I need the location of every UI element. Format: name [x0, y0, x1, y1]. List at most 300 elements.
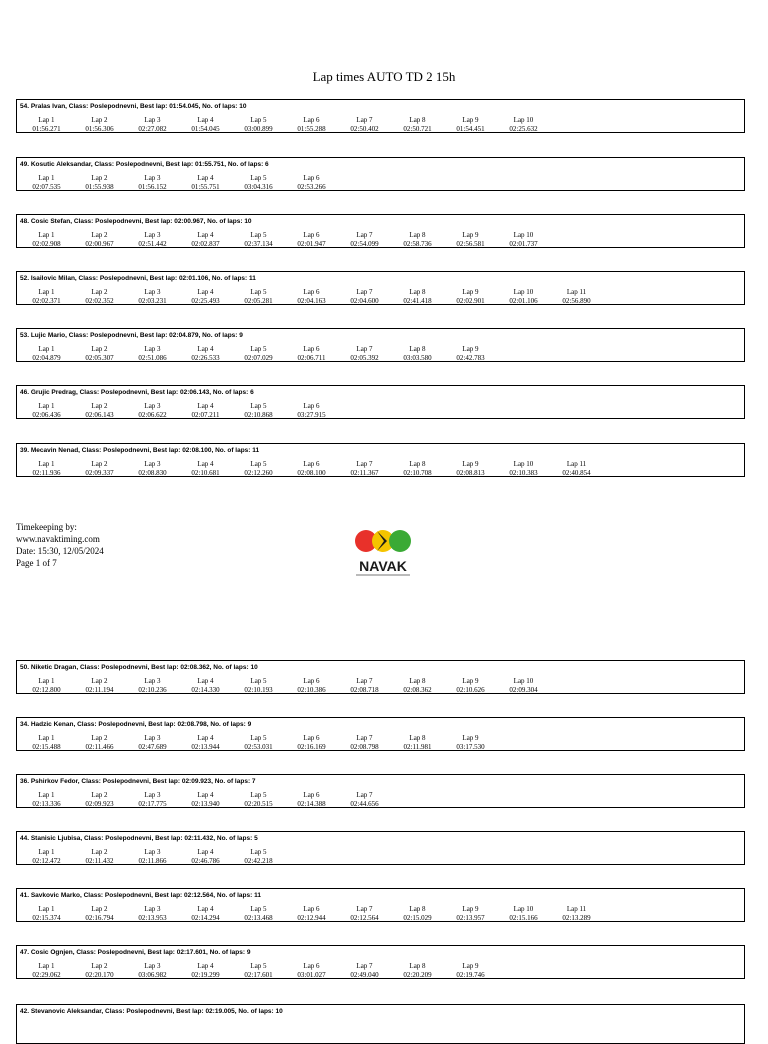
lap-cell — [179, 288, 232, 306]
lap-time: 02:50.721 — [403, 125, 432, 133]
lap-time: 02:15.029 — [403, 914, 432, 922]
lap-label: Lap 2 — [91, 905, 108, 913]
lap-time: 02:03.231 — [138, 297, 167, 305]
lap-label: Lap 4 — [197, 402, 214, 410]
lap-cell — [285, 402, 338, 420]
lap-cell — [232, 116, 285, 134]
lap-time: 02:20.515 — [244, 800, 273, 808]
lap-cell — [179, 677, 232, 695]
driver-box — [16, 831, 745, 865]
lap-time: 02:12.260 — [244, 469, 273, 477]
lap-cell — [179, 174, 232, 192]
page-number: Page 1 of 7 — [16, 558, 57, 568]
lap-label: Lap 7 — [356, 677, 373, 685]
lap-cell — [232, 345, 285, 363]
lap-label: Lap 1 — [38, 905, 55, 913]
lap-time: 02:11.981 — [403, 743, 432, 751]
lap-cell — [20, 116, 73, 134]
lap-time: 01:55.751 — [191, 183, 220, 191]
lap-time: 02:51.086 — [138, 354, 167, 362]
lap-label: Lap 4 — [197, 905, 214, 913]
lap-label: Lap 6 — [303, 734, 320, 742]
driver-header: 41. Savkovic Marko, Class: Poslepodnevni, Best lap: 02:12.564, No. of laps: 11 — [20, 892, 261, 899]
lap-label: Lap 10 — [513, 460, 534, 468]
lap-time: 02:06.622 — [138, 411, 167, 419]
lap-time: 02:42.783 — [456, 354, 485, 362]
lap-label: Lap 4 — [197, 677, 214, 685]
lap-label: Lap 1 — [38, 734, 55, 742]
lap-label: Lap 1 — [38, 460, 55, 468]
lap-label: Lap 5 — [250, 848, 267, 856]
lap-label: Lap 9 — [462, 345, 479, 353]
lap-time: 02:10.868 — [244, 411, 273, 419]
lap-cell — [338, 962, 391, 980]
lap-time: 02:08.718 — [350, 686, 379, 694]
lap-label: Lap 2 — [91, 116, 108, 124]
lap-time: 02:07.029 — [244, 354, 273, 362]
lap-label: Lap 7 — [356, 962, 373, 970]
lap-label: Lap 1 — [38, 962, 55, 970]
lap-time: 02:41.418 — [403, 297, 432, 305]
lap-cell — [126, 174, 179, 192]
lap-cell — [126, 231, 179, 249]
lap-cell — [232, 848, 285, 866]
lap-time: 02:26.533 — [191, 354, 220, 362]
lap-label: Lap 7 — [356, 734, 373, 742]
lap-cell — [20, 345, 73, 363]
lap-cell — [20, 734, 73, 752]
lap-time: 02:40.854 — [562, 469, 591, 477]
lap-cell — [20, 288, 73, 306]
lap-label: Lap 1 — [38, 677, 55, 685]
lap-label: Lap 3 — [144, 677, 161, 685]
lap-time: 02:02.837 — [191, 240, 220, 248]
lap-label: Lap 3 — [144, 791, 161, 799]
driver-header: 54. Pralas Ivan, Class: Poslepodnevni, Best lap: 01:54.045, No. of laps: 10 — [20, 103, 247, 110]
lap-cell — [391, 288, 444, 306]
navak-logo — [350, 527, 416, 579]
lap-cell — [73, 231, 126, 249]
driver-header: 36. Pshirkov Fedor, Class: Poslepodnevni, Best lap: 02:09.923, No. of laps: 7 — [20, 778, 256, 785]
lap-cell — [497, 460, 550, 478]
lap-time: 03:06.982 — [138, 971, 167, 979]
lap-label: Lap 7 — [356, 288, 373, 296]
lap-label: Lap 9 — [462, 460, 479, 468]
lap-label: Lap 5 — [250, 345, 267, 353]
lap-label: Lap 6 — [303, 677, 320, 685]
lap-time: 02:25.632 — [509, 125, 538, 133]
lap-label: Lap 11 — [566, 905, 587, 913]
driver-box-partial — [16, 1004, 745, 1044]
lap-label: Lap 9 — [462, 231, 479, 239]
lap-label: Lap 3 — [144, 734, 161, 742]
lap-cell — [232, 402, 285, 420]
lap-time: 02:11.194 — [85, 686, 114, 694]
lap-time: 02:07.535 — [32, 183, 61, 191]
lap-label: Lap 10 — [513, 677, 534, 685]
lap-cell — [338, 345, 391, 363]
lap-label: Lap 4 — [197, 174, 214, 182]
lap-cell — [285, 231, 338, 249]
lap-cell — [73, 962, 126, 980]
lap-time: 02:44.656 — [350, 800, 379, 808]
driver-box — [16, 660, 745, 694]
lap-label: Lap 3 — [144, 345, 161, 353]
driver-header: 46. Grujic Predrag, Class: Poslepodnevni, Best lap: 02:06.143, No. of laps: 6 — [20, 389, 254, 396]
lap-time: 02:51.442 — [138, 240, 167, 248]
lap-time: 02:20.170 — [85, 971, 114, 979]
lap-label: Lap 2 — [91, 402, 108, 410]
lap-label: Lap 5 — [250, 174, 267, 182]
lap-time: 02:02.371 — [32, 297, 61, 305]
lap-cell — [338, 677, 391, 695]
lap-time: 02:56.581 — [456, 240, 485, 248]
lap-label: Lap 6 — [303, 345, 320, 353]
lap-time: 02:15.166 — [509, 914, 538, 922]
lap-cell — [338, 734, 391, 752]
lap-label: Lap 9 — [462, 288, 479, 296]
lap-time: 03:04.316 — [244, 183, 273, 191]
lap-cell — [73, 116, 126, 134]
lap-time: 02:11.367 — [350, 469, 379, 477]
lap-time: 02:04.879 — [32, 354, 61, 362]
lap-time: 02:02.901 — [456, 297, 485, 305]
lap-label: Lap 7 — [356, 116, 373, 124]
lap-time: 02:47.689 — [138, 743, 167, 751]
lap-cell — [232, 174, 285, 192]
lap-cell — [285, 962, 338, 980]
lap-cell — [391, 460, 444, 478]
lap-cell — [285, 905, 338, 923]
lap-time: 02:09.304 — [509, 686, 538, 694]
lap-time: 02:13.944 — [191, 743, 220, 751]
lap-label: Lap 7 — [356, 460, 373, 468]
lap-time: 02:10.193 — [244, 686, 273, 694]
driver-box — [16, 774, 745, 808]
lap-cell — [73, 345, 126, 363]
lap-cell — [550, 905, 603, 923]
lap-cell — [391, 345, 444, 363]
lap-label: Lap 5 — [250, 905, 267, 913]
lap-cell — [232, 962, 285, 980]
lap-time: 02:10.236 — [138, 686, 167, 694]
lap-time: 02:19.299 — [191, 971, 220, 979]
lap-cell — [73, 734, 126, 752]
lap-cell — [126, 905, 179, 923]
lap-cell — [444, 116, 497, 134]
lap-label: Lap 4 — [197, 848, 214, 856]
lap-label: Lap 8 — [409, 677, 426, 685]
lap-cell — [497, 231, 550, 249]
driver-header: 49. Kosutic Aleksandar, Class: Poslepodnevni, Best lap: 01:55.751, No. of laps: 6 — [20, 161, 269, 168]
lap-time: 02:10.383 — [509, 469, 538, 477]
lap-cell — [179, 345, 232, 363]
timekeeping-label: Timekeeping by: — [16, 522, 77, 532]
lap-time: 02:12.564 — [350, 914, 379, 922]
lap-time: 02:04.600 — [350, 297, 379, 305]
lap-time: 03:00.899 — [244, 125, 273, 133]
lap-label: Lap 6 — [303, 962, 320, 970]
lap-time: 01:56.306 — [85, 125, 114, 133]
lap-cell — [550, 288, 603, 306]
lap-time: 02:00.967 — [85, 240, 114, 248]
lap-label: Lap 4 — [197, 288, 214, 296]
lap-label: Lap 3 — [144, 174, 161, 182]
lap-time: 02:56.890 — [562, 297, 591, 305]
lap-time: 01:55.938 — [85, 183, 114, 191]
lap-label: Lap 9 — [462, 962, 479, 970]
lap-time: 02:10.626 — [456, 686, 485, 694]
lap-time: 03:27.915 — [297, 411, 326, 419]
lap-time: 02:12.800 — [32, 686, 61, 694]
lap-time: 02:49.040 — [350, 971, 379, 979]
lap-label: Lap 9 — [462, 116, 479, 124]
lap-label: Lap 7 — [356, 905, 373, 913]
lap-label: Lap 2 — [91, 962, 108, 970]
lap-cell — [20, 848, 73, 866]
lap-cell — [179, 460, 232, 478]
lap-time: 02:13.953 — [138, 914, 167, 922]
lap-time: 02:06.436 — [32, 411, 61, 419]
lap-time: 01:56.152 — [138, 183, 167, 191]
lap-cell — [179, 116, 232, 134]
lap-label: Lap 11 — [566, 288, 587, 296]
driver-header: 39. Mecavin Nenad, Class: Poslepodnevni, Best lap: 02:08.100, No. of laps: 11 — [20, 447, 260, 454]
lap-cell — [126, 734, 179, 752]
lap-time: 02:08.100 — [297, 469, 326, 477]
lap-label: Lap 1 — [38, 116, 55, 124]
lap-time: 02:09.923 — [85, 800, 114, 808]
logo-text: NAVAK — [359, 558, 407, 574]
lap-label: Lap 4 — [197, 116, 214, 124]
lap-time: 03:01.027 — [297, 971, 326, 979]
lap-time: 02:58.736 — [403, 240, 432, 248]
lap-label: Lap 3 — [144, 402, 161, 410]
lap-time: 02:06.143 — [85, 411, 114, 419]
lap-label: Lap 1 — [38, 288, 55, 296]
lap-time: 02:15.488 — [32, 743, 61, 751]
lap-label: Lap 8 — [409, 345, 426, 353]
lap-label: Lap 2 — [91, 460, 108, 468]
driver-header: 44. Stanisic Ljubisa, Class: Poslepodnevni, Best lap: 02:11.432, No. of laps: 5 — [20, 835, 258, 842]
lap-cell — [338, 791, 391, 809]
lap-cell — [126, 677, 179, 695]
lap-label: Lap 8 — [409, 460, 426, 468]
driver-box — [16, 945, 745, 979]
lap-label: Lap 4 — [197, 460, 214, 468]
lap-time: 02:14.330 — [191, 686, 220, 694]
lap-label: Lap 8 — [409, 962, 426, 970]
lap-cell — [444, 677, 497, 695]
lap-label: Lap 3 — [144, 116, 161, 124]
driver-header: 50. Niketic Dragan, Class: Poslepodnevni, Best lap: 02:08.362, No. of laps: 10 — [20, 664, 258, 671]
lap-cell — [285, 116, 338, 134]
lap-label: Lap 6 — [303, 174, 320, 182]
lap-time: 01:54.451 — [456, 125, 485, 133]
lap-label: Lap 3 — [144, 905, 161, 913]
driver-header: 42. Stevanovic Aleksandar, Class: Poslepodnevni, Best lap: 02:19.005, No. of laps: 10 — [20, 1008, 283, 1015]
lap-time: 02:11.432 — [85, 857, 114, 865]
lap-label: Lap 6 — [303, 791, 320, 799]
lap-time: 03:03.580 — [403, 354, 432, 362]
lap-label: Lap 6 — [303, 288, 320, 296]
lap-cell — [444, 231, 497, 249]
driver-box — [16, 443, 745, 477]
lap-cell — [391, 734, 444, 752]
lap-time: 02:46.786 — [191, 857, 220, 865]
lap-time: 02:11.466 — [85, 743, 114, 751]
lap-time: 02:10.708 — [403, 469, 432, 477]
lap-cell — [232, 677, 285, 695]
timekeeping-website: www.navaktiming.com — [16, 534, 100, 544]
lap-cell — [126, 288, 179, 306]
lap-time: 02:17.775 — [138, 800, 167, 808]
lap-cell — [232, 231, 285, 249]
footer-info — [16, 521, 104, 569]
lap-time: 02:05.307 — [85, 354, 114, 362]
lap-label: Lap 5 — [250, 288, 267, 296]
lap-cell — [285, 791, 338, 809]
lap-cell — [232, 288, 285, 306]
lap-cell — [285, 174, 338, 192]
lap-cell — [179, 402, 232, 420]
lap-time: 02:53.266 — [297, 183, 326, 191]
report-date: Date: 15:30, 12/05/2024 — [16, 546, 104, 556]
lap-cell — [497, 116, 550, 134]
lap-cell — [20, 460, 73, 478]
lap-label: Lap 1 — [38, 791, 55, 799]
lap-label: Lap 6 — [303, 905, 320, 913]
lap-time: 02:10.681 — [191, 469, 220, 477]
lap-cell — [285, 288, 338, 306]
lap-label: Lap 8 — [409, 116, 426, 124]
lap-cell — [444, 734, 497, 752]
lap-label: Lap 8 — [409, 231, 426, 239]
lap-time: 02:01.947 — [297, 240, 326, 248]
lap-label: Lap 3 — [144, 288, 161, 296]
lap-cell — [444, 460, 497, 478]
lap-cell — [126, 345, 179, 363]
lap-cell — [497, 677, 550, 695]
lap-time: 02:14.294 — [191, 914, 220, 922]
lap-time: 02:02.908 — [32, 240, 61, 248]
lap-label: Lap 1 — [38, 402, 55, 410]
lap-cell — [444, 345, 497, 363]
driver-box — [16, 157, 745, 191]
lap-cell — [391, 962, 444, 980]
lap-time: 02:42.218 — [244, 857, 273, 865]
lap-time: 02:11.936 — [32, 469, 61, 477]
lap-time: 02:10.386 — [297, 686, 326, 694]
lap-time: 02:04.163 — [297, 297, 326, 305]
lap-cell — [497, 905, 550, 923]
lap-cell — [73, 460, 126, 478]
lap-time: 02:12.472 — [32, 857, 61, 865]
lap-label: Lap 3 — [144, 848, 161, 856]
driver-header: 34. Hadzic Kenan, Class: Poslepodnevni, Best lap: 02:08.798, No. of laps: 9 — [20, 721, 252, 728]
lap-time: 02:11.866 — [138, 857, 167, 865]
lap-cell — [391, 116, 444, 134]
lap-cell — [285, 677, 338, 695]
lap-time: 02:54.099 — [350, 240, 379, 248]
lap-time: 02:53.031 — [244, 743, 273, 751]
lap-cell — [550, 460, 603, 478]
lap-cell — [73, 288, 126, 306]
lap-time: 02:02.352 — [85, 297, 114, 305]
driver-box — [16, 385, 745, 419]
lap-label: Lap 8 — [409, 905, 426, 913]
lap-cell — [232, 734, 285, 752]
lap-cell — [179, 734, 232, 752]
lap-cell — [232, 905, 285, 923]
lap-cell — [338, 460, 391, 478]
lap-cell — [179, 231, 232, 249]
lap-label: Lap 4 — [197, 345, 214, 353]
page-title: Lap times AUTO TD 2 15h — [312, 69, 456, 84]
lap-time: 02:13.940 — [191, 800, 220, 808]
driver-header: 52. Isailovic Milan, Class: Poslepodnevni, Best lap: 02:01.106, No. of laps: 11 — [20, 275, 256, 282]
driver-header: 47. Cosic Ognjen, Class: Poslepodnevni, Best lap: 02:17.601, No. of laps: 9 — [20, 949, 251, 956]
lap-cell — [391, 231, 444, 249]
driver-header: 48. Cosic Stefan, Class: Poslepodnevni, Best lap: 02:00.967, No. of laps: 10 — [20, 218, 252, 225]
lap-time: 02:08.798 — [350, 743, 379, 751]
lap-label: Lap 6 — [303, 116, 320, 124]
lap-cell — [20, 231, 73, 249]
lap-time: 01:55.288 — [297, 125, 326, 133]
lap-label: Lap 3 — [144, 962, 161, 970]
lap-label: Lap 10 — [513, 905, 534, 913]
lap-time: 02:37.134 — [244, 240, 273, 248]
lap-label: Lap 6 — [303, 231, 320, 239]
lap-cell — [126, 848, 179, 866]
lap-cell — [126, 962, 179, 980]
lap-label: Lap 5 — [250, 231, 267, 239]
driver-box — [16, 99, 745, 133]
lap-time: 02:12.944 — [297, 914, 326, 922]
lap-label: Lap 2 — [91, 231, 108, 239]
lap-cell — [73, 791, 126, 809]
lap-label: Lap 5 — [250, 116, 267, 124]
lap-cell — [338, 116, 391, 134]
lap-label: Lap 9 — [462, 734, 479, 742]
lap-cell — [179, 848, 232, 866]
lap-label: Lap 7 — [356, 791, 373, 799]
lap-cell — [20, 174, 73, 192]
lap-time: 02:25.493 — [191, 297, 220, 305]
lap-cell — [126, 460, 179, 478]
lap-time: 01:56.271 — [32, 125, 61, 133]
driver-box — [16, 328, 745, 362]
lap-label: Lap 2 — [91, 677, 108, 685]
lap-time: 01:54.045 — [191, 125, 220, 133]
lap-time: 02:08.813 — [456, 469, 485, 477]
lap-time: 03:17.530 — [456, 743, 485, 751]
lap-label: Lap 10 — [513, 116, 534, 124]
lap-cell — [444, 962, 497, 980]
lap-cell — [444, 905, 497, 923]
lap-time: 02:27.082 — [138, 125, 167, 133]
lap-cell — [73, 905, 126, 923]
lap-label: Lap 11 — [566, 460, 587, 468]
lap-label: Lap 10 — [513, 231, 534, 239]
lap-time: 02:09.337 — [85, 469, 114, 477]
lap-cell — [73, 174, 126, 192]
lap-label: Lap 6 — [303, 460, 320, 468]
lap-time: 02:13.468 — [244, 914, 273, 922]
lap-label: Lap 4 — [197, 962, 214, 970]
lap-cell — [20, 791, 73, 809]
lap-label: Lap 5 — [250, 962, 267, 970]
